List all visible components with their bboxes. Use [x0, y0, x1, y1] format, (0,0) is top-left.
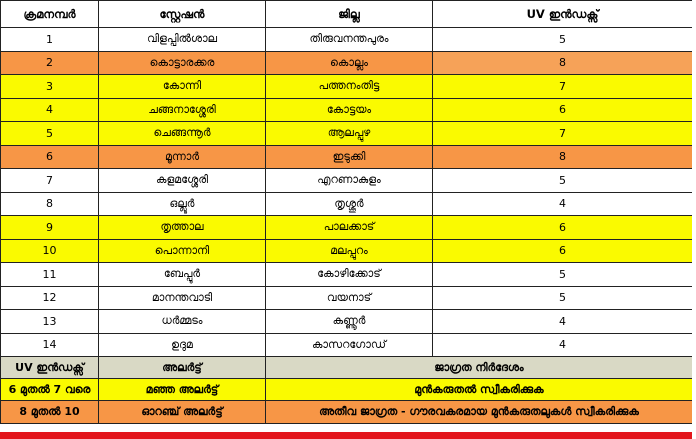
- row-station: പൊന്നാനി: [99, 239, 266, 263]
- row-district: പത്തനംതിട്ട: [266, 75, 433, 99]
- row-uv: 6: [433, 239, 693, 263]
- row-number: 6: [1, 145, 99, 169]
- row-uv: 6: [433, 98, 693, 122]
- table-row: [1, 51, 693, 75]
- row-station: വിളപ്പിൽശാല: [99, 28, 266, 52]
- row-station: ബേപ്പൂർ: [99, 263, 266, 287]
- row-number: 1: [1, 28, 99, 52]
- row-district: കോട്ടയം: [266, 98, 433, 122]
- row-number: 10: [1, 239, 99, 263]
- legend-range: 8 മുതൽ 10: [1, 401, 99, 424]
- row-district: എറണാകുളം: [266, 169, 433, 193]
- header-number: ക്രമനമ്പർ: [1, 1, 99, 28]
- row-number: 13: [1, 310, 99, 334]
- table-row: [1, 28, 693, 52]
- row-district: കണ്ണൂർ: [266, 310, 433, 334]
- row-station: കോന്നി: [99, 75, 266, 99]
- row-district: മലപ്പുറം: [266, 239, 433, 263]
- table-row: [1, 75, 693, 99]
- table-row: [1, 122, 693, 146]
- row-uv: 8: [433, 51, 693, 75]
- row-uv: 7: [433, 122, 693, 146]
- table-header-row: [1, 1, 693, 28]
- row-uv: 5: [433, 263, 693, 287]
- row-station: ഒല്ലൂർ: [99, 192, 266, 216]
- table-row: [1, 169, 693, 193]
- row-uv: 4: [433, 333, 693, 357]
- legend-header-alert: അലർട്ട്: [99, 357, 266, 379]
- header-uv-index: UV ഇൻഡക്സ്: [433, 1, 693, 28]
- row-uv: 4: [433, 192, 693, 216]
- table-row: [1, 333, 693, 357]
- row-uv: 5: [433, 286, 693, 310]
- row-district: പാലക്കാട്: [266, 216, 433, 240]
- table-row: [1, 98, 693, 122]
- row-station: മൂന്നാർ: [99, 145, 266, 169]
- row-station: ചങ്ങനാശ്ശേരി: [99, 98, 266, 122]
- row-number: 14: [1, 333, 99, 357]
- table-row: [1, 263, 693, 287]
- row-district: ഇടുക്കി: [266, 145, 433, 169]
- legend-header-uv: UV ഇൻഡക്സ്: [1, 357, 99, 379]
- row-number: 3: [1, 75, 99, 99]
- row-number: 4: [1, 98, 99, 122]
- table-row: [1, 239, 693, 263]
- table-row: [1, 192, 693, 216]
- row-number: 9: [1, 216, 99, 240]
- row-station: കൊട്ടാരക്കര: [99, 51, 266, 75]
- header-district: ജില്ല: [266, 1, 433, 28]
- row-district: തൃശ്ശൂർ: [266, 192, 433, 216]
- row-district: കോഴിക്കോട്: [266, 263, 433, 287]
- row-uv: 4: [433, 310, 693, 334]
- legend-range: 6 മുതൽ 7 വരെ: [1, 379, 99, 401]
- row-district: കൊല്ലം: [266, 51, 433, 75]
- legend-header-advice: ജാഗ്രത നിർദേശം: [266, 357, 693, 379]
- header-station: സ്റ്റേഷൻ: [99, 1, 266, 28]
- legend-alert: മഞ്ഞ അലർട്ട്: [99, 379, 266, 401]
- row-number: 7: [1, 169, 99, 193]
- row-station: തൃത്താല: [99, 216, 266, 240]
- table-row: [1, 145, 693, 169]
- row-station: ചെങ്ങന്നൂർ: [99, 122, 266, 146]
- legend-row-yellow: [1, 379, 693, 401]
- row-number: 11: [1, 263, 99, 287]
- row-uv: 8: [433, 145, 693, 169]
- row-district: തിരുവനന്തപുരം: [266, 28, 433, 52]
- row-station: കളമശ്ശേരി: [99, 169, 266, 193]
- legend-alert: ഓറഞ്ച് അലർട്ട്: [99, 401, 266, 424]
- table-row: [1, 310, 693, 334]
- legend-row-red: [0, 432, 692, 439]
- row-uv: 7: [433, 75, 693, 99]
- legend-row-orange: [1, 401, 693, 424]
- row-uv: 6: [433, 216, 693, 240]
- row-station: മാനന്തവാടി: [99, 286, 266, 310]
- row-station: ധർമ്മടം: [99, 310, 266, 334]
- row-district: വയനാട്: [266, 286, 433, 310]
- row-station: ഉദുമ: [99, 333, 266, 357]
- legend-advice: അതീവ ജാഗ്രത - ഗൗരവകരമായ മുൻകരുതലുകൾ സ്വീകരിക്കുക: [266, 401, 693, 424]
- page-edge: [692, 0, 696, 439]
- row-number: 8: [1, 192, 99, 216]
- legend-header-row: [1, 357, 693, 379]
- row-number: 12: [1, 286, 99, 310]
- table-row: [1, 216, 693, 240]
- table-row: [1, 286, 693, 310]
- row-district: കാസറഗോഡ്: [266, 333, 433, 357]
- legend-advice: മുൻകരുതൽ സ്വീകരിക്കുക: [266, 379, 693, 401]
- row-number: 5: [1, 122, 99, 146]
- row-district: ആലപ്പുഴ: [266, 122, 433, 146]
- row-uv: 5: [433, 28, 693, 52]
- row-number: 2: [1, 51, 99, 75]
- row-uv: 5: [433, 169, 693, 193]
